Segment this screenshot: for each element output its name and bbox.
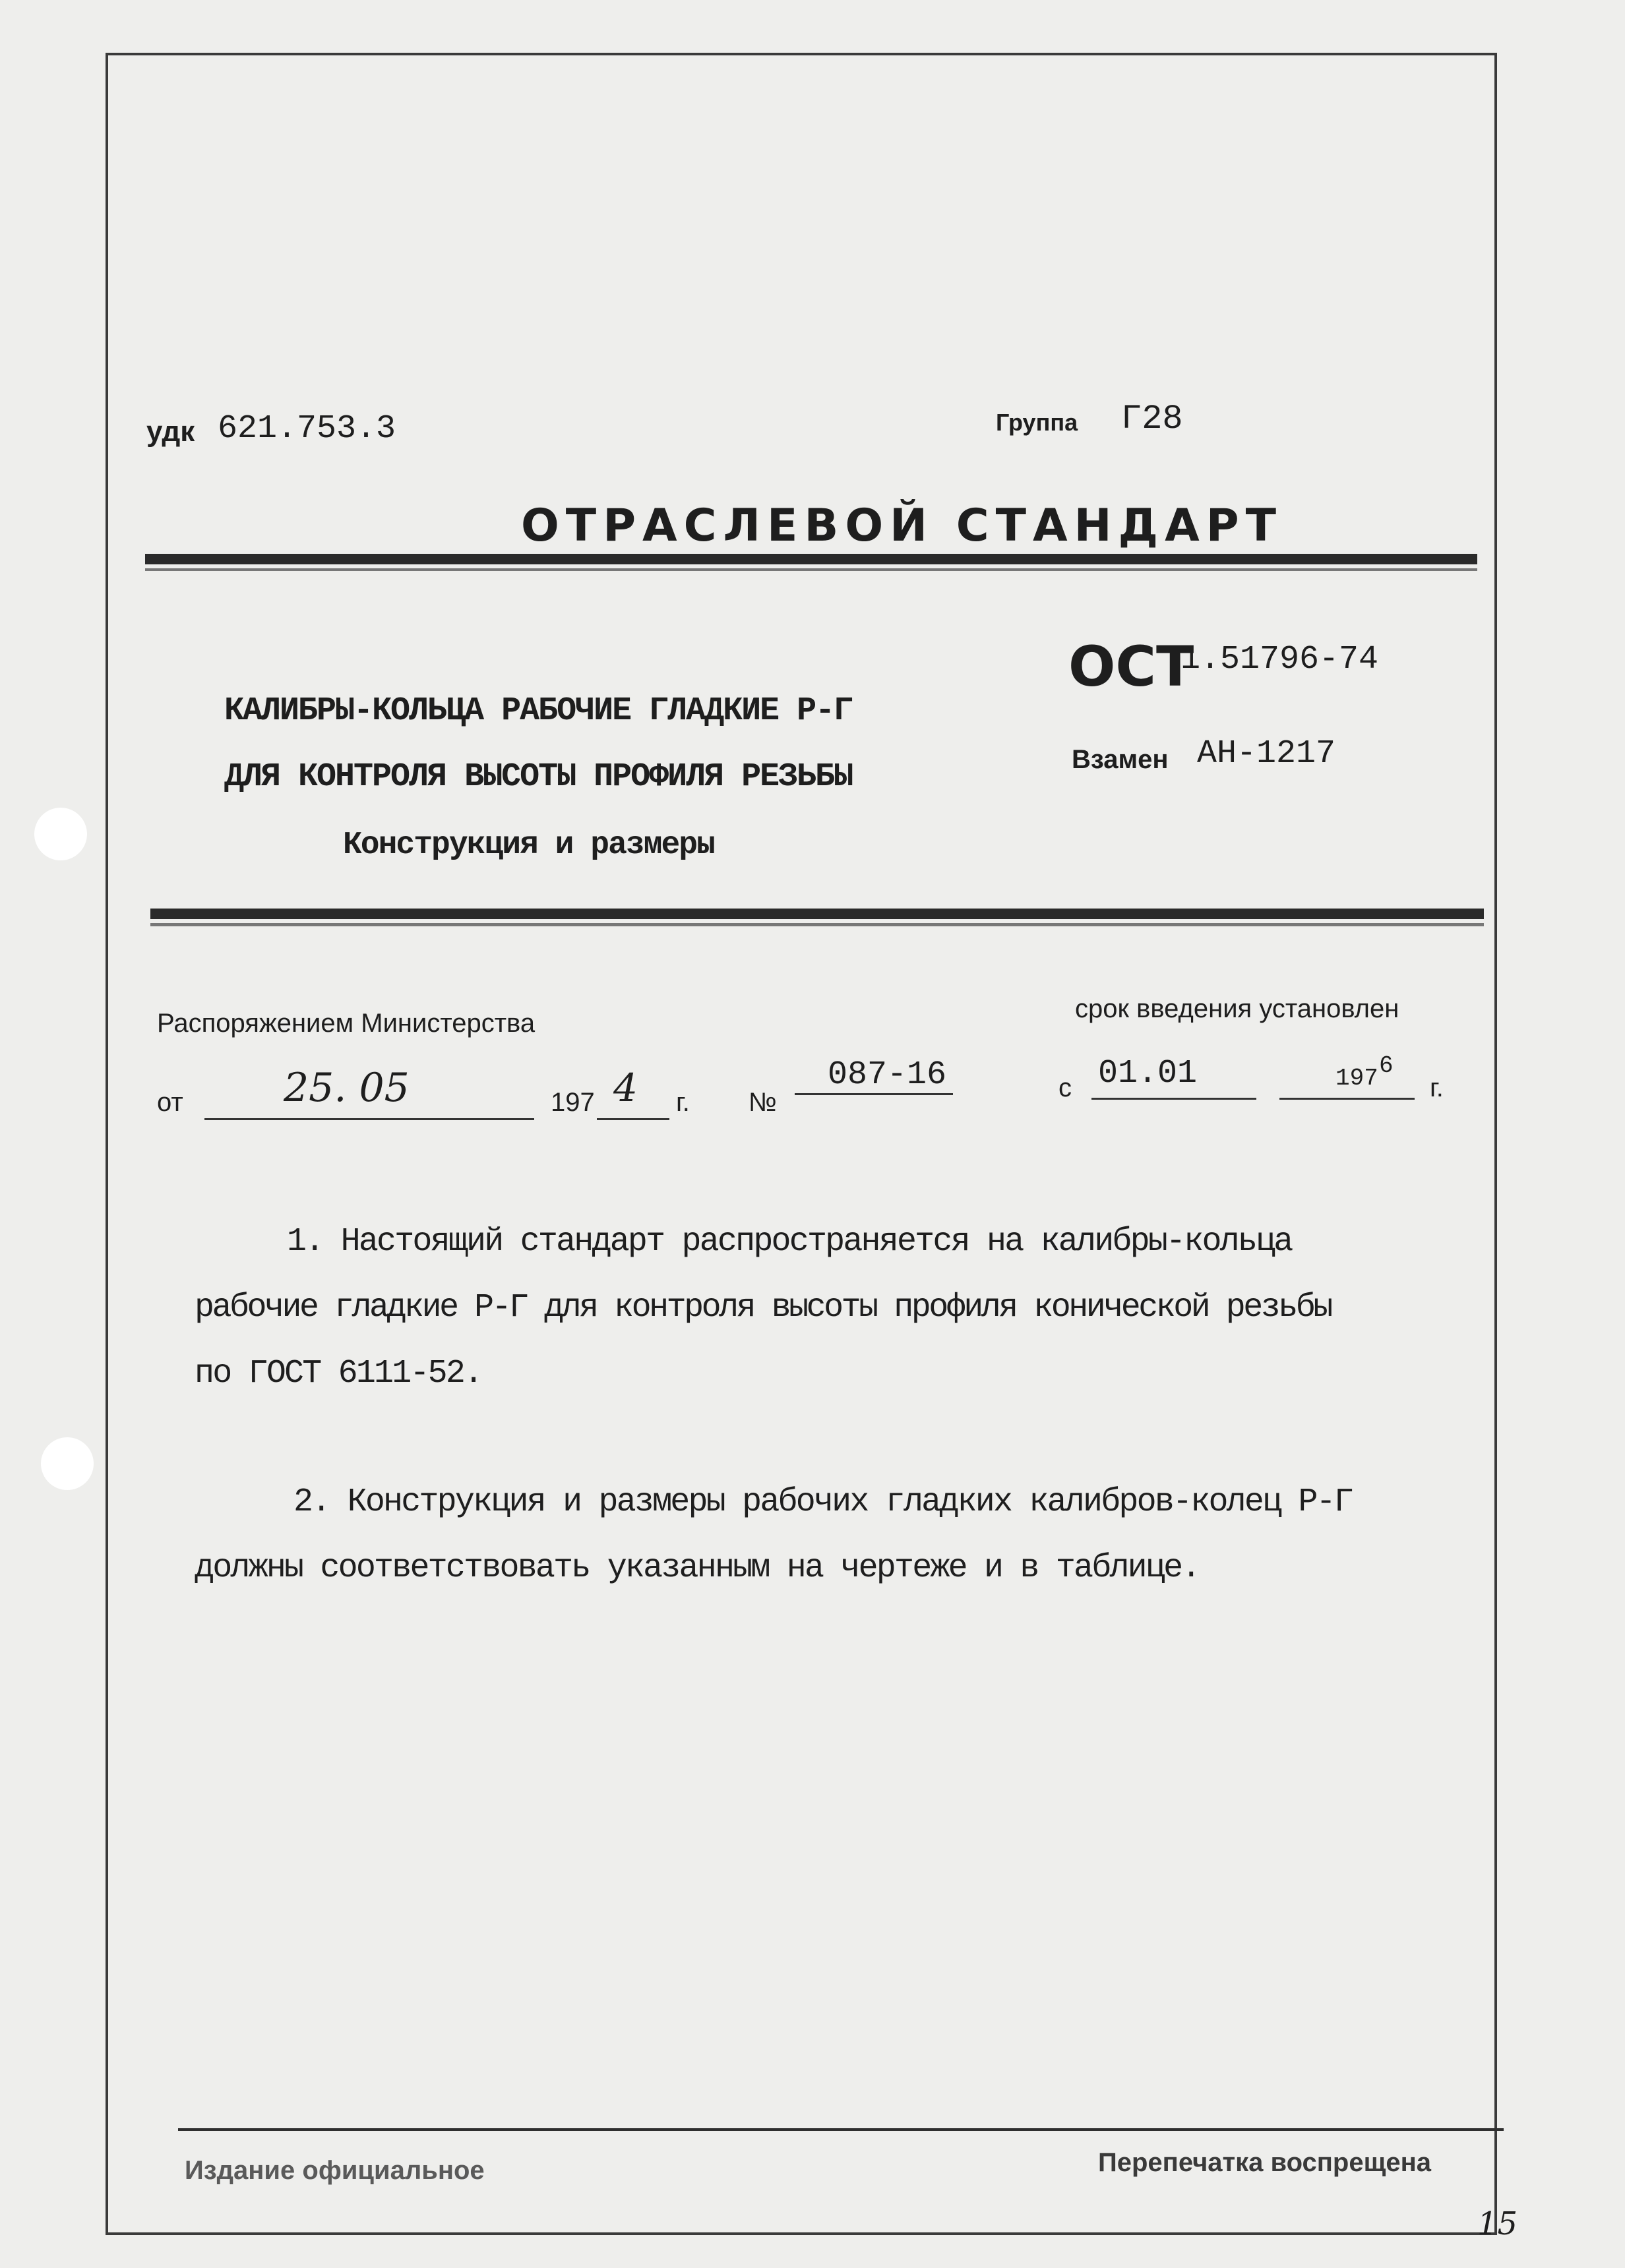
footer-rule bbox=[178, 2128, 1504, 2131]
clause-2-line-1: 2. Конструкция и размеры рабочих гладких калибров-колец Р-Г bbox=[293, 1483, 1353, 1521]
clause-1-line-1: 1. Настоящий стандарт распространяется на калибры-кольца bbox=[287, 1223, 1292, 1261]
effective-year-digit: 6 bbox=[1379, 1052, 1394, 1079]
standard-block-rule bbox=[150, 909, 1484, 919]
standard-title-line-1: КАЛИБРЫ-КОЛЬЦА РАБОЧИЕ ГЛАДКИЕ Р-Г bbox=[224, 692, 853, 730]
group-value: Г28 bbox=[1121, 400, 1183, 438]
from-label: от bbox=[157, 1088, 183, 1117]
page-number: 15 bbox=[1477, 2205, 1518, 2242]
effective-year-prefix: 197 bbox=[1335, 1065, 1378, 1092]
order-date: 25. 05 bbox=[284, 1065, 410, 1111]
ost-number: 1.51796-74 bbox=[1180, 641, 1379, 678]
replaces-label: Взамен bbox=[1072, 745, 1169, 774]
effective-date-underline bbox=[1091, 1098, 1256, 1100]
standard-block-rule-thin bbox=[150, 923, 1484, 926]
ministry-order-label: Распоряжением Министерства bbox=[157, 1009, 536, 1038]
ost-label: ОСТ bbox=[1068, 634, 1194, 699]
number-label: № bbox=[749, 1088, 777, 1117]
punch-hole-top bbox=[34, 808, 87, 860]
page-frame bbox=[106, 53, 1497, 2235]
footer-reprint-prohibited: Перепечатка воспрещена bbox=[1098, 2148, 1431, 2177]
banner-rule-thin bbox=[145, 568, 1477, 571]
banner-title: ОТРАСЛЕВОЙ СТАНДАРТ bbox=[521, 500, 1283, 552]
effective-label: срок введения установлен bbox=[1075, 994, 1399, 1023]
order-year-digit: 4 bbox=[613, 1065, 638, 1110]
group-label: Группа bbox=[996, 409, 1078, 436]
effective-year-underline bbox=[1279, 1098, 1415, 1100]
effective-from-label: с bbox=[1058, 1073, 1072, 1102]
clause-1-line-3: по ГОСТ 6111-52. bbox=[195, 1355, 482, 1392]
clause-2-line-2: должны соответствовать указанным на чертеже и в таблице. bbox=[195, 1549, 1200, 1587]
effective-year-suffix: г. bbox=[1430, 1073, 1444, 1102]
year-underline bbox=[597, 1118, 669, 1120]
udk-label: удк bbox=[146, 415, 195, 448]
banner-rule bbox=[145, 554, 1477, 564]
order-year-suffix: г. bbox=[676, 1088, 690, 1117]
replaces-value: АН-1217 bbox=[1197, 735, 1336, 773]
date-underline bbox=[204, 1118, 534, 1120]
punch-hole-bottom bbox=[41, 1437, 94, 1490]
effective-date: 01.01 bbox=[1098, 1055, 1198, 1092]
standard-subtitle: Конструкция и размеры bbox=[343, 827, 714, 863]
order-year-prefix: 197 bbox=[551, 1088, 595, 1117]
footer-official-edition: Издание официальное bbox=[185, 2156, 485, 2185]
clause-1-line-2: рабочие гладкие Р-Г для контроля высоты профиля конической резьбы bbox=[195, 1289, 1331, 1327]
standard-title-line-2: ДЛЯ КОНТРОЛЯ ВЫСОТЫ ПРОФИЛЯ РЕЗЬБЫ bbox=[224, 758, 853, 796]
udk-value: 621.753.3 bbox=[218, 410, 396, 448]
order-number: 087-16 bbox=[828, 1056, 947, 1094]
